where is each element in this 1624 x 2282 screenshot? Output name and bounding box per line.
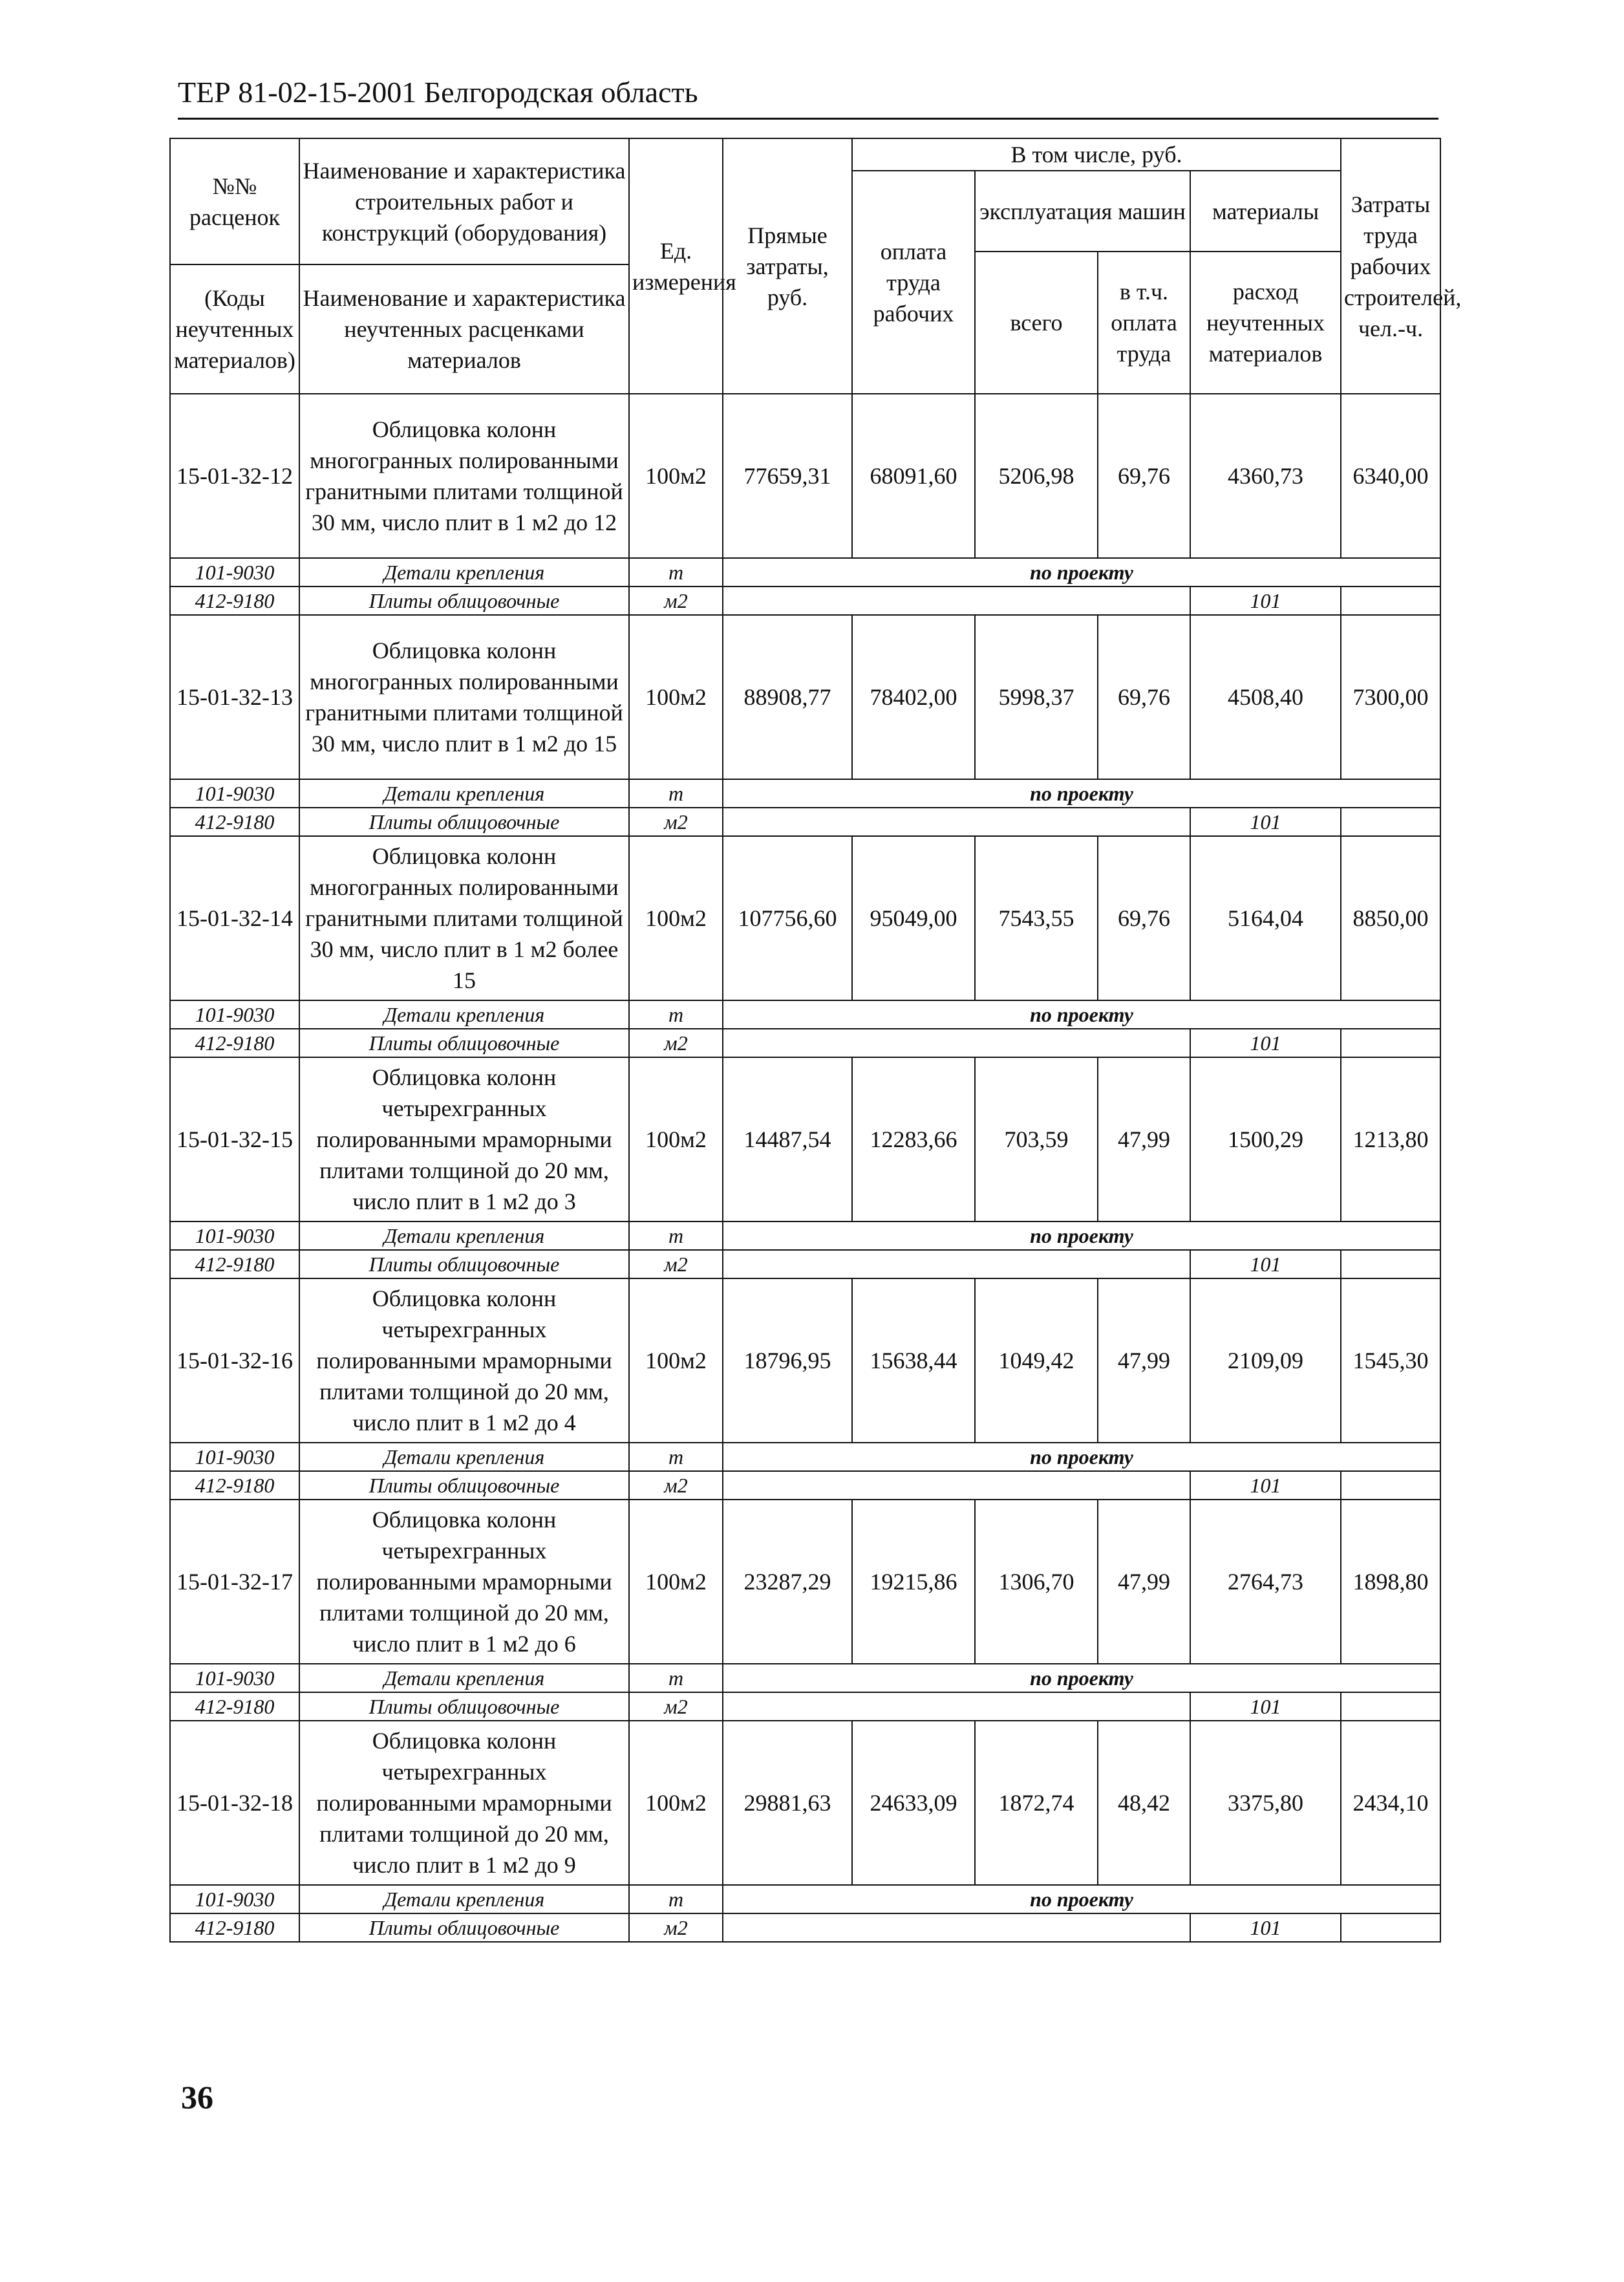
labor-hours-cell: 1898,80 <box>1341 1500 1440 1664</box>
material-consumption: 101 <box>1190 1471 1341 1500</box>
materials-cell: 4508,40 <box>1190 615 1341 779</box>
material-unit: м2 <box>629 1471 723 1500</box>
unit-cell: 100м2 <box>629 836 723 1000</box>
direct-costs-cell: 29881,63 <box>723 1721 852 1885</box>
material-name: Плиты облицовочные <box>299 1471 629 1500</box>
table-head <box>170 138 1462 394</box>
rate-name: Облицовка колонн четырехгранных полированными мраморными плитами толщиной до 20 мм, число плит в 1 м2 до 9 <box>299 1721 629 1885</box>
header-material-codes: (Коды неучтенных материалов) <box>170 264 299 394</box>
material-row <box>170 1443 1440 1471</box>
empty-cell <box>723 1692 1190 1721</box>
empty-cell <box>723 1913 1190 1942</box>
table-row <box>170 1278 1440 1443</box>
machines-total-cell: 7543,55 <box>975 836 1098 1000</box>
rate-code: 15-01-32-14 <box>170 836 299 1000</box>
labor-hours-cell: 1545,30 <box>1341 1278 1440 1443</box>
material-row <box>170 1000 1440 1029</box>
material-row <box>170 808 1440 836</box>
material-code: 412-9180 <box>170 1250 299 1278</box>
labor-pay-cell: 78402,00 <box>852 615 975 779</box>
empty-cell <box>1341 1250 1440 1278</box>
empty-cell <box>723 808 1190 836</box>
machines-total-cell: 5998,37 <box>975 615 1098 779</box>
direct-costs-cell: 107756,60 <box>723 836 852 1000</box>
materials-cell: 5164,04 <box>1190 836 1341 1000</box>
material-code: 412-9180 <box>170 1471 299 1500</box>
direct-costs-cell: 88908,77 <box>723 615 852 779</box>
material-unit: м2 <box>629 587 723 615</box>
labor-hours-cell: 7300,00 <box>1341 615 1440 779</box>
material-name: Детали крепления <box>299 1885 629 1913</box>
material-row <box>170 1664 1440 1692</box>
material-name: Детали крепления <box>299 1664 629 1692</box>
material-row <box>170 1222 1440 1250</box>
header-unit: Ед. измерения <box>629 138 723 394</box>
material-consumption: 101 <box>1190 1029 1341 1057</box>
labor-pay-cell: 12283,66 <box>852 1057 975 1222</box>
empty-cell <box>1341 587 1440 615</box>
table-row <box>170 1721 1440 1885</box>
header-including: В том числе, руб. <box>852 138 1341 171</box>
table-row <box>170 615 1440 779</box>
material-unit: м2 <box>629 1250 723 1278</box>
material-row <box>170 1885 1440 1913</box>
header-machines: эксплуатация машин <box>975 171 1190 252</box>
material-code: 412-9180 <box>170 587 299 615</box>
unit-cell: 100м2 <box>629 615 723 779</box>
rate-code: 15-01-32-17 <box>170 1500 299 1664</box>
material-row <box>170 1250 1440 1278</box>
machines-labor-cell: 69,76 <box>1098 394 1190 558</box>
machines-labor-cell: 47,99 <box>1098 1057 1190 1222</box>
empty-cell <box>1341 1471 1440 1500</box>
rate-name: Облицовка колонн многогранных полированными гранитными плитами толщиной 30 мм, число плит в 1 м2 до 12 <box>299 394 629 558</box>
material-name: Плиты облицовочные <box>299 1913 629 1942</box>
rate-name: Облицовка колонн четырехгранных полированными мраморными плитами толщиной до 20 мм, число плит в 1 м2 до 4 <box>299 1278 629 1443</box>
material-note: по проекту <box>723 558 1440 587</box>
table-row <box>170 1057 1440 1222</box>
rate-code: 15-01-32-18 <box>170 1721 299 1885</box>
machines-total-cell: 1306,70 <box>975 1500 1098 1664</box>
labor-pay-cell: 15638,44 <box>852 1278 975 1443</box>
material-name: Плиты облицовочные <box>299 1692 629 1721</box>
labor-hours-cell: 6340,00 <box>1341 394 1440 558</box>
empty-cell <box>723 1250 1190 1278</box>
material-name: Плиты облицовочные <box>299 587 629 615</box>
machines-total-cell: 5206,98 <box>975 394 1098 558</box>
material-unit: м2 <box>629 1913 723 1942</box>
material-code: 101-9030 <box>170 1885 299 1913</box>
material-name: Детали крепления <box>299 1000 629 1029</box>
header-labor-hours: Затраты труда рабочих строителей, чел.-ч. <box>1341 138 1440 394</box>
header-name: Наименование и характеристика строительных работ и конструкций (оборудования) <box>299 138 629 264</box>
material-row <box>170 1029 1440 1057</box>
material-code: 412-9180 <box>170 1692 299 1721</box>
material-code: 101-9030 <box>170 779 299 808</box>
material-row <box>170 587 1440 615</box>
machines-total-cell: 703,59 <box>975 1057 1098 1222</box>
material-unit: м2 <box>629 1692 723 1721</box>
header-machines-total: всего <box>975 252 1098 394</box>
empty-cell <box>723 1029 1190 1057</box>
table-row <box>170 1500 1440 1664</box>
rate-name: Облицовка колонн четырехгранных полированными мраморными плитами толщиной до 20 мм, число плит в 1 м2 до 3 <box>299 1057 629 1222</box>
table-row <box>170 836 1440 1000</box>
material-note: по проекту <box>723 1885 1440 1913</box>
direct-costs-cell: 14487,54 <box>723 1057 852 1222</box>
materials-cell: 1500,29 <box>1190 1057 1341 1222</box>
direct-costs-cell: 77659,31 <box>723 394 852 558</box>
header-code: №№ расценок <box>170 138 299 264</box>
rate-name: Облицовка колонн многогранных полированными гранитными плитами толщиной 30 мм, число плит в 1 м2 более 15 <box>299 836 629 1000</box>
material-name: Детали крепления <box>299 1222 629 1250</box>
material-row <box>170 1471 1440 1500</box>
material-code: 101-9030 <box>170 1222 299 1250</box>
unit-cell: 100м2 <box>629 1057 723 1222</box>
material-note: по проекту <box>723 1664 1440 1692</box>
labor-pay-cell: 24633,09 <box>852 1721 975 1885</box>
materials-cell: 3375,80 <box>1190 1721 1341 1885</box>
labor-hours-cell: 2434,10 <box>1341 1721 1440 1885</box>
empty-cell <box>723 587 1190 615</box>
rate-name: Облицовка колонн многогранных полированными гранитными плитами толщиной 30 мм, число плит в 1 м2 до 15 <box>299 615 629 779</box>
material-consumption: 101 <box>1190 808 1341 836</box>
material-row <box>170 1692 1440 1721</box>
materials-cell: 2764,73 <box>1190 1500 1341 1664</box>
rate-name: Облицовка колонн четырехгранных полированными мраморными плитами толщиной до 20 мм, число плит в 1 м2 до 6 <box>299 1500 629 1664</box>
labor-hours-cell: 8850,00 <box>1341 836 1440 1000</box>
material-code: 101-9030 <box>170 1443 299 1471</box>
direct-costs-cell: 23287,29 <box>723 1500 852 1664</box>
machines-total-cell: 1872,74 <box>975 1721 1098 1885</box>
direct-costs-cell: 18796,95 <box>723 1278 852 1443</box>
labor-hours-cell: 1213,80 <box>1341 1057 1440 1222</box>
material-row <box>170 779 1440 808</box>
rate-code: 15-01-32-13 <box>170 615 299 779</box>
empty-cell <box>1341 1692 1440 1721</box>
material-unit: м2 <box>629 1029 723 1057</box>
material-unit: т <box>629 1222 723 1250</box>
material-consumption: 101 <box>1190 1692 1341 1721</box>
material-row <box>170 558 1440 587</box>
materials-cell: 2109,09 <box>1190 1278 1341 1443</box>
page-header: ТЕР 81-02-15-2001 Белгородская область <box>178 76 698 109</box>
header-materials: материалы <box>1190 171 1341 252</box>
empty-cell <box>1341 808 1440 836</box>
header-labor-pay: оплата труда рабочих <box>852 171 975 394</box>
unit-cell: 100м2 <box>629 1278 723 1443</box>
material-name: Плиты облицовочные <box>299 1029 629 1057</box>
machines-labor-cell: 69,76 <box>1098 615 1190 779</box>
table-row <box>170 394 1440 558</box>
header-material-names: Наименование и характеристика неучтенных расценками материалов <box>299 264 629 394</box>
material-unit: т <box>629 1000 723 1029</box>
material-note: по проекту <box>723 1443 1440 1471</box>
machines-labor-cell: 69,76 <box>1098 836 1190 1000</box>
rate-code: 15-01-32-12 <box>170 394 299 558</box>
material-code: 412-9180 <box>170 1913 299 1942</box>
material-name: Плиты облицовочные <box>299 808 629 836</box>
machines-labor-cell: 48,42 <box>1098 1721 1190 1885</box>
machines-labor-cell: 47,99 <box>1098 1278 1190 1443</box>
unit-cell: 100м2 <box>629 394 723 558</box>
empty-cell <box>723 1471 1190 1500</box>
material-unit: т <box>629 1885 723 1913</box>
material-name: Детали крепления <box>299 779 629 808</box>
material-note: по проекту <box>723 1000 1440 1029</box>
material-row <box>170 1913 1440 1942</box>
material-code: 101-9030 <box>170 558 299 587</box>
material-consumption: 101 <box>1190 587 1341 615</box>
material-name: Детали крепления <box>299 1443 629 1471</box>
labor-pay-cell: 68091,60 <box>852 394 975 558</box>
material-note: по проекту <box>723 1222 1440 1250</box>
material-consumption: 101 <box>1190 1250 1341 1278</box>
material-unit: т <box>629 1664 723 1692</box>
material-code: 101-9030 <box>170 1000 299 1029</box>
material-code: 412-9180 <box>170 1029 299 1057</box>
material-code: 412-9180 <box>170 808 299 836</box>
material-note: по проекту <box>723 779 1440 808</box>
header-rule <box>178 118 1438 120</box>
labor-pay-cell: 95049,00 <box>852 836 975 1000</box>
rates-table <box>169 138 1462 1943</box>
labor-pay-cell: 19215,86 <box>852 1500 975 1664</box>
material-unit: т <box>629 558 723 587</box>
material-consumption: 101 <box>1190 1913 1341 1942</box>
unit-cell: 100м2 <box>629 1500 723 1664</box>
material-code: 101-9030 <box>170 1664 299 1692</box>
machines-total-cell: 1049,42 <box>975 1278 1098 1443</box>
material-unit: м2 <box>629 808 723 836</box>
empty-cell <box>1341 1029 1440 1057</box>
machines-labor-cell: 47,99 <box>1098 1500 1190 1664</box>
header-machines-labor: в т.ч. оплата труда <box>1098 252 1190 394</box>
material-unit: т <box>629 1443 723 1471</box>
unit-cell: 100м2 <box>629 1721 723 1885</box>
material-name: Плиты облицовочные <box>299 1250 629 1278</box>
header-material-consumption: расход неучтенных материалов <box>1190 252 1341 394</box>
page-number: 36 <box>181 2079 213 2115</box>
material-name: Детали крепления <box>299 558 629 587</box>
material-unit: т <box>629 779 723 808</box>
table-body <box>170 394 1440 1942</box>
rate-code: 15-01-32-15 <box>170 1057 299 1222</box>
empty-cell <box>1341 1913 1440 1942</box>
materials-cell: 4360,73 <box>1190 394 1341 558</box>
header-direct-costs: Прямые затраты, руб. <box>723 138 852 394</box>
rate-code: 15-01-32-16 <box>170 1278 299 1443</box>
